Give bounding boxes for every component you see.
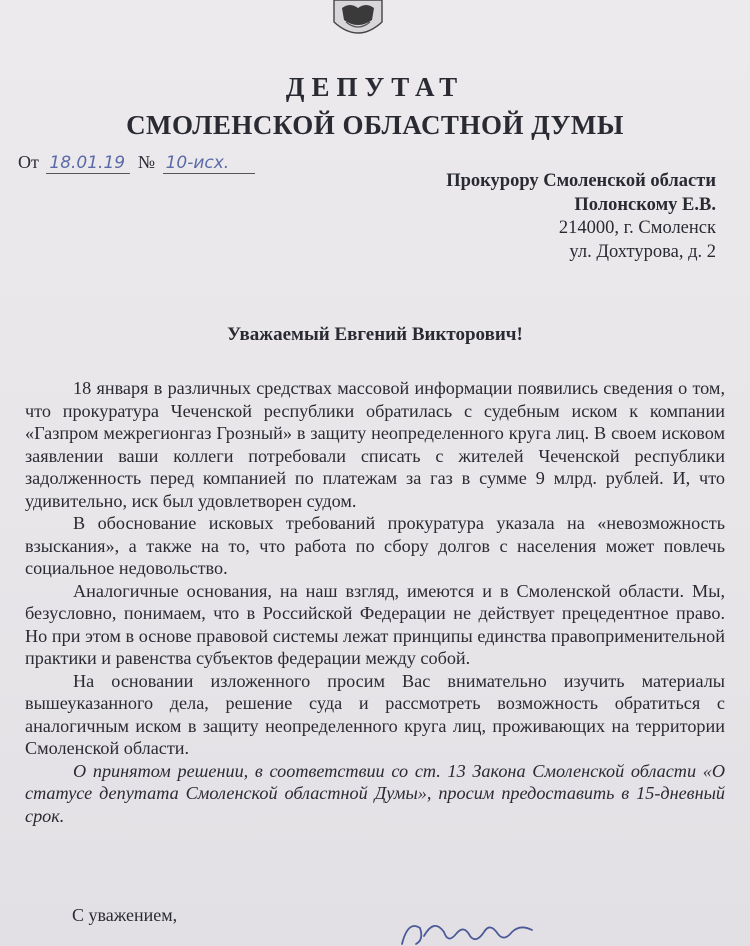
from-label: От [18,152,39,172]
body-paragraph-italic: О принятом решении, в соответствии со ст. 13 Закона Смоленской области «О статусе депутата Смоленской областной Думы», просим предоставить в 15-дневный срок. [25,760,725,826]
handwritten-signature [398,910,538,946]
addressee-street: ул. Дохтурова, д. 2 [569,241,716,262]
body-paragraph: 18 января в различных средствах массовой информации появились сведения о том, что прокуратура Чеченской республики обратилась с судебным иском к компании «Газпром межрегионгаз Грозный» в защиту неопределенного круга лиц. В своем исковом заявлении ваши коллеги потребовали списать с жителей Чеченской республики задолженность перед компанией по платежам за газ в сумме 9 млрд. рублей. И, что удивительно, иск был удовлетворен судом. [25,378,725,511]
handwritten-number: 10-исх. [163,153,255,174]
addressee-name: Полонскому Е.В. [574,194,716,215]
addressee-title: Прокурору Смоленской области [446,171,716,191]
body-paragraph: На основании изложенного просим Вас внимательно изучить материалы вышеуказанного дела, решение суда и рассмотреть возможность обратиться с аналогичным иском в защиту неопределенного круга лиц, проживающих на территории Смоленской области. [25,670,725,758]
letter-body [25,377,725,827]
coat-of-arms-emblem [328,0,388,40]
salutation: Уважаемый Евгений Викторович! [227,324,523,345]
addressee-block [446,170,716,264]
body-paragraph: В обоснование исковых требований прокуратура указала на «невозможность взыскания», а также на то, что работа по сбору долгов с населения может повлечь социальное недовольство. [25,513,725,578]
outgoing-reference [18,152,258,174]
closing-phrase: С уважением, [72,905,178,925]
header-title: ДЕПУТАТ [285,72,465,102]
handwritten-date: 18.01.19 [46,153,130,174]
header-subtitle: СМОЛЕНСКОЙ ОБЛАСТНОЙ ДУМЫ [126,110,624,140]
addressee-city: 214000, г. Смоленск [558,218,716,238]
body-paragraph: Аналогичные основания, на наш взгляд, имеются и в Смоленской области. Мы, безусловно, понимаем, что в Российской Федерации не действует прецедентное право. Но при этом в основе правовой системы лежат принципы единства правоприменительной практики и равенства субъектов федерации между собой. [25,580,725,668]
number-label: № [137,152,156,172]
